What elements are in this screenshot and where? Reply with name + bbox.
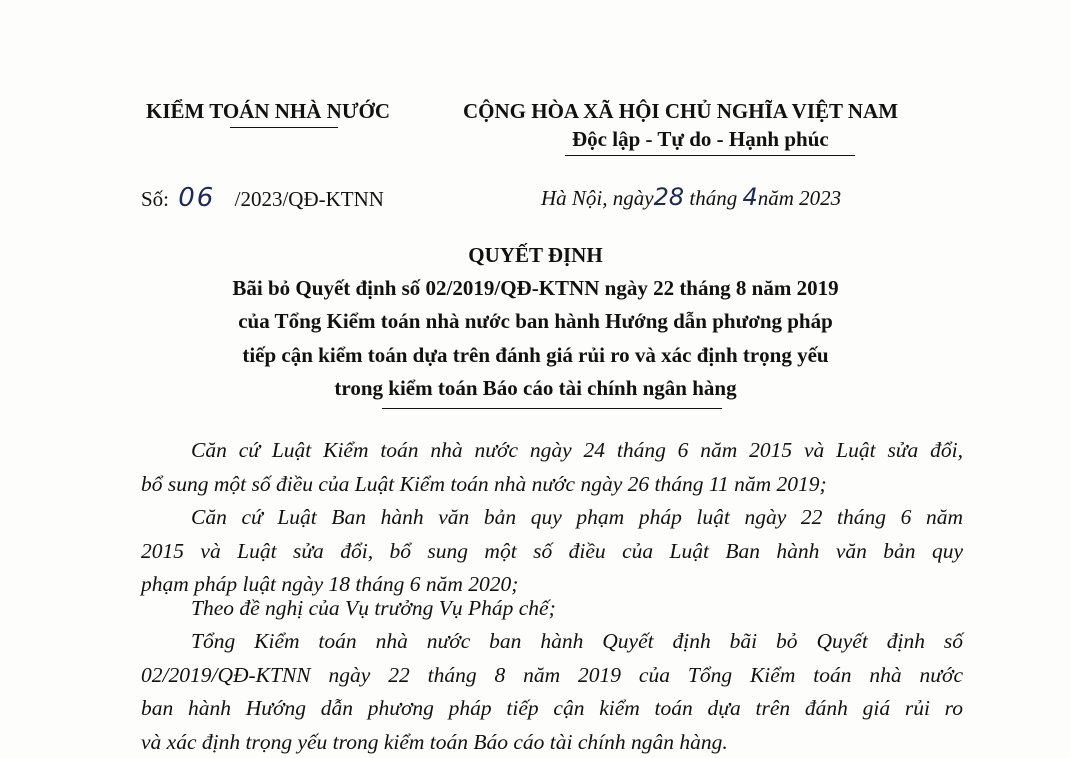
dateline-year: năm 2023 bbox=[757, 186, 842, 210]
dateline bbox=[541, 183, 841, 211]
national-motto: Độc lập - Tự do - Hạnh phúc bbox=[572, 127, 829, 151]
dateline-month-label: tháng bbox=[689, 186, 738, 210]
decision-subject-line: trong kiểm toán Báo cáo tài chính ngân hàng bbox=[334, 376, 737, 400]
doc-number-prefix: Số: bbox=[141, 187, 170, 211]
issuing-agency: KIỂM TOÁN NHÀ NƯỚC bbox=[146, 99, 391, 123]
paragraph-line: ban hành Hướng dẫn phương pháp tiếp cận kiểm toán dựa trên đánh giá rủi ro bbox=[141, 696, 963, 720]
decision-subject-line: Bãi bỏ Quyết định số 02/2019/QĐ-KTNN ngày 22 tháng 8 năm 2019 bbox=[232, 276, 839, 300]
paragraph-line: và xác định trọng yếu trong kiểm toán Báo cáo tài chính ngân hàng. bbox=[141, 729, 728, 754]
document-number bbox=[141, 183, 384, 213]
dateline-place: Hà Nội, ngày bbox=[541, 186, 654, 210]
agency-underline bbox=[230, 127, 338, 128]
paragraph-line: Căn cứ Luật Kiểm toán nhà nước ngày 24 tháng 6 năm 2015 và Luật sửa đổi, bbox=[191, 438, 963, 462]
doc-number-suffix: /2023/QĐ-KTNN bbox=[234, 187, 384, 211]
paragraph-line: Tổng Kiểm toán nhà nước ban hành Quyết định bãi bỏ Quyết định số bbox=[191, 629, 963, 653]
decision-title: QUYẾT ĐỊNH bbox=[468, 243, 603, 267]
paragraph-line: bổ sung một số điều của Luật Kiểm toán nhà nước ngày 26 tháng 11 năm 2019; bbox=[141, 471, 827, 496]
legal-basis-paragraph-2 bbox=[141, 501, 963, 602]
paragraph-line: phạm pháp luật ngày 18 tháng 6 năm 2020; bbox=[141, 572, 519, 596]
country-name: CỘNG HÒA XÃ HỘI CHỦ NGHĨA VIỆT NAM bbox=[463, 99, 899, 123]
paragraph-line: 02/2019/QĐ-KTNN ngày 22 tháng 8 năm 2019 của Tổng Kiểm toán nhà nước bbox=[141, 662, 963, 687]
subject-underline bbox=[382, 408, 722, 409]
decision-subject-line: tiếp cận kiểm toán dựa trên đánh giá rủi ro và xác định trọng yếu bbox=[242, 343, 829, 367]
legal-basis-paragraph-1 bbox=[141, 434, 963, 501]
paragraph-line: 2015 và Luật sửa đổi, bổ sung một số điều của Luật Ban hành văn bản quy bbox=[141, 538, 963, 563]
decision-subject-line: của Tổng Kiểm toán nhà nước ban hành Hướng dẫn phương pháp bbox=[238, 309, 833, 333]
proposal-paragraph bbox=[141, 592, 963, 626]
handwritten-doc-number: 06 bbox=[178, 183, 216, 213]
paragraph-line: Theo đề nghị của Vụ trưởng Vụ Pháp chế; bbox=[191, 596, 556, 620]
handwritten-month: 4 bbox=[742, 183, 758, 211]
paragraph-line: Căn cứ Luật Ban hành văn bản quy phạm pháp luật ngày 22 tháng 6 năm bbox=[191, 505, 963, 529]
decision-statement-paragraph bbox=[141, 625, 963, 758]
handwritten-day: 28 bbox=[653, 183, 685, 211]
motto-underline bbox=[565, 155, 855, 156]
